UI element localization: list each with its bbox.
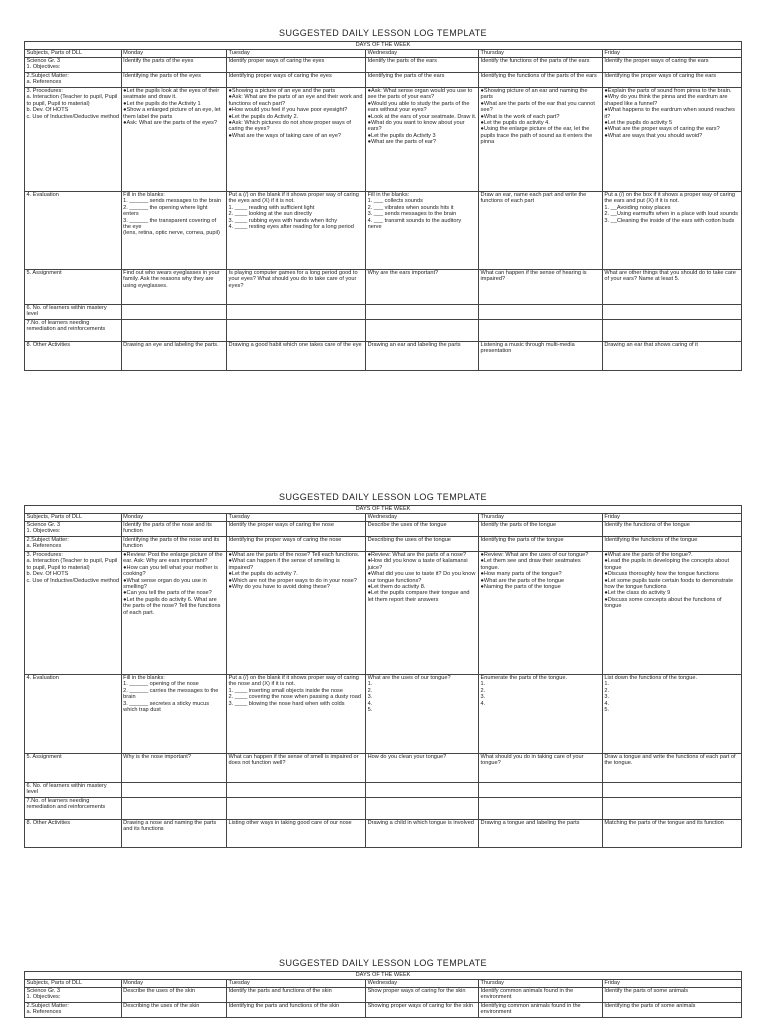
table-cell xyxy=(602,305,741,320)
lesson-log-table xyxy=(24,971,742,1018)
table-cell: Put a (/) on the blank if it shows proper way of caring the eyes and (X) if it is not. 1. ____ reading with sufficient light 2. ____ looking at the sun directly 3. ____ rubbing eyes with hands when itchy 4. ____ resting eyes after reading for a long period xyxy=(227,192,366,270)
log-title: SUGGESTED DAILY LESSON LOG TEMPLATE xyxy=(279,958,487,968)
table-cell: Identifying the proper ways of caring the nose xyxy=(227,537,366,552)
table-cell: Drawing a good habit which one takes care of the eye xyxy=(227,342,366,371)
table-cell: Drawing an ear that shows caring of it xyxy=(602,342,741,371)
table-cell: ●Showing picture of an ear and naming the parts ●What are the parts of the ear that you cannot see? ●What is the work of each part? ●Let the pupils do activity 4. ●Using the enlarge picture of the ear, let the pupils trace the path of sound as it enters the pinna xyxy=(479,88,603,192)
table-cell xyxy=(227,320,366,342)
table-cell xyxy=(121,783,226,798)
table-cell: ●Showing a picture of an eye and the parts ●Ask: What are the parts of an eye and their work and functions of each part? ●How would you feel if you have poor eyesight? ●Let the pupils do Activity 2. ●Ask: Which pictures do not show proper ways of caring the eyes? ●What are the ways of taking care of an eye? xyxy=(227,88,366,192)
table-row xyxy=(25,1003,742,1018)
days-header: DAYS OF THE WEEK xyxy=(25,42,742,50)
table-cell: Subjects, Parts of DLL xyxy=(25,50,122,58)
table-cell: 3. Procedures: a. Interaction (Teacher to pupil, Pupil to pupil, Pupil to material) b. Dev. Of HOTS c. Use of Inductive/Deductive method xyxy=(25,88,122,192)
table-cell: What are other things that you should do to take care of your ears? Name at least 5. xyxy=(602,270,741,305)
table-cell: Is playing computer games for a long period good to your eyes? What should you do to take care of your eyes? xyxy=(227,270,366,305)
table-row xyxy=(25,192,742,270)
table-cell: Draw a tongue and write the functions of each part of the tongue. xyxy=(602,754,741,783)
table-cell xyxy=(366,305,479,320)
table-cell xyxy=(479,320,603,342)
table-cell xyxy=(121,320,226,342)
log-title: SUGGESTED DAILY LESSON LOG TEMPLATE xyxy=(279,28,487,38)
table-cell: ●Review: What are the parts of a nose? ●How did you know a taste of kalamansi juice? ●What did you use to taste it? Do you know our tongue functions? ●Let them do activity 8. ●Let the pupils compare their tongue and let them report their answers xyxy=(366,552,479,675)
table-cell xyxy=(227,783,366,798)
table-cell: Wednesday xyxy=(366,514,479,522)
table-cell: ●What are the parts of the tongue?. ●Lead the pupils in developing the concepts about tongue ●Discuss thoroughly how the tongue functions ●Let some pupils taste certain foods to demonstrate how the tongue functions ●Let the class do activity 9 ●Discuss some concepts about the functions of tongue xyxy=(602,552,741,675)
table-row xyxy=(25,58,742,73)
table-cell: What should you do in taking care of your tongue? xyxy=(479,754,603,783)
table-cell: What are the uses of our tongue? 1. 2. 3. 4. 5. xyxy=(366,675,479,754)
table-cell: Friday xyxy=(602,514,741,522)
table-cell: Thursday xyxy=(479,980,603,988)
table-cell: Identify the parts of some animals xyxy=(602,988,741,1003)
table-cell: Showing proper ways of caring for the skin xyxy=(366,1003,479,1018)
table-cell: 2.Subject Matter: a. References xyxy=(25,537,122,552)
table-cell: Wednesday xyxy=(366,50,479,58)
lesson-log-3 xyxy=(24,958,742,1018)
table-row xyxy=(25,522,742,537)
table-cell: 2.Subject Matter: a. References xyxy=(25,73,122,88)
table-row xyxy=(25,988,742,1003)
table-cell: Tuesday xyxy=(227,514,366,522)
table-cell: Identify proper ways of caring the eyes xyxy=(227,58,366,73)
table-cell: Wednesday xyxy=(366,980,479,988)
table-cell: Thursday xyxy=(479,514,603,522)
table-cell: ●What are the parts of the nose? Tell each functions. ●What can happen if the sense of smelling is impaired? ●Let the pupils do activity 7. ●Which are not the proper ways to do in your nose? ●Why do you have to avoid doing these? xyxy=(227,552,366,675)
table-cell: ●Let the pupils look at the eyes of their seatmate and draw it. ●Let the pupils do the Activity 1 ●Show a enlarged picture of an eye, let them label the parts ●Ask: What are the parts of the eyes? xyxy=(121,88,226,192)
table-cell xyxy=(479,798,603,820)
table-cell: Describing the uses of the skin xyxy=(121,1003,226,1018)
table-cell: Drawing an eye and labeling the parts. xyxy=(121,342,226,371)
table-cell: Identifying the parts of the nose and its function xyxy=(121,537,226,552)
table-cell xyxy=(479,305,603,320)
table-cell: 6. No. of learners within mastery level xyxy=(25,783,122,798)
table-cell: 2.Subject Matter: a. References xyxy=(25,1003,122,1018)
table-cell: Identifying the parts of the ears xyxy=(366,73,479,88)
table-cell: Identify the functions of the tongue xyxy=(602,522,741,537)
table-cell: Fill in the blanks: 1. ___ collects sounds 2. ___ vibrates when sounds hits it 3. ___ sends messages to the brain 4. ___ transmit sounds to the auditory nerve xyxy=(366,192,479,270)
table-cell: Identify common animals found in the environment xyxy=(479,988,603,1003)
table-row xyxy=(25,675,742,754)
lesson-log-table xyxy=(24,505,742,848)
table-cell: Tuesday xyxy=(227,980,366,988)
table-cell xyxy=(602,798,741,820)
table-cell: Listening a music through multi-media presentation xyxy=(479,342,603,371)
table-cell: Fill in the blanks: 1. ______ sends messages to the brain 2. ______ the opening where light enters 3. ______ the transparent covering of the eye (lens, retina, optic nerve, cornea, pupil) xyxy=(121,192,226,270)
table-cell: Identifying the parts of the tongue xyxy=(479,537,603,552)
table-cell: Identifying the proper ways of caring the ears xyxy=(602,73,741,88)
table-cell: Drawing a nose and naming the parts and its functions xyxy=(121,820,226,848)
days-header: DAYS OF THE WEEK xyxy=(25,506,742,514)
table-row xyxy=(25,552,742,675)
table-cell: What can happen if the sense of hearing is impaired? xyxy=(479,270,603,305)
table-cell: Monday xyxy=(121,980,226,988)
table-cell: Show proper ways of caring for the skin xyxy=(366,988,479,1003)
table-row xyxy=(25,537,742,552)
table-row xyxy=(25,342,742,371)
table-cell xyxy=(121,798,226,820)
table-row xyxy=(25,270,742,305)
table-cell: Identifying the parts and functions of the skin xyxy=(227,1003,366,1018)
table-cell: Identify the proper ways of caring the ears xyxy=(602,58,741,73)
table-cell xyxy=(227,798,366,820)
table-cell: What can happen if the sense of smell is impaired or does not function well? xyxy=(227,754,366,783)
table-cell: Identify the functions of the parts of the ears xyxy=(479,58,603,73)
table-row xyxy=(25,88,742,192)
table-cell: List down the functions of the tongue. 1. 2. 3. 4. 5. xyxy=(602,675,741,754)
table-cell: Identifying proper ways of caring the eyes xyxy=(227,73,366,88)
table-cell: Why is the nose important? xyxy=(121,754,226,783)
table-cell: 8. Other Activities xyxy=(25,342,122,371)
table-cell: 7.No. of learners needing remediation and reinforcements xyxy=(25,320,122,342)
table-row xyxy=(25,305,742,320)
table-cell: ●Review: Post the enlarge picture of the ear. Ask: Why are ears important? ●How can you tell what your mother is cooking? ●What sense organ do you use in smelling? ●Can you tell the parts of the nose? ●Let the pupils do activity 6. What are the parts of the nose? Tell the functions of each part. xyxy=(121,552,226,675)
table-cell: Friday xyxy=(602,980,741,988)
table-cell: Science Gr. 3 1. Objectives: xyxy=(25,522,122,537)
table-cell: 5. Assignment xyxy=(25,754,122,783)
table-row xyxy=(25,783,742,798)
table-row xyxy=(25,73,742,88)
table-cell: Identify the parts of the ears xyxy=(366,58,479,73)
header-row xyxy=(25,980,742,988)
table-cell: Tuesday xyxy=(227,50,366,58)
table-cell: 4. Evaluation xyxy=(25,675,122,754)
table-cell: Put a (/) on the box if it shows a proper way of caring the ears and put (X) if it is not. 1. __Avoiding noisy places 2. __Using earmuffs when in a place with loud sounds 3. __Cleaning the inside of the ears with cotton buds xyxy=(602,192,741,270)
table-cell: Identify the parts and functions of the skin xyxy=(227,988,366,1003)
table-cell: Identify the parts of the tongue xyxy=(479,522,603,537)
table-row xyxy=(25,798,742,820)
table-cell xyxy=(366,798,479,820)
days-header: DAYS OF THE WEEK xyxy=(25,972,742,980)
table-cell: Enumerate the parts of the tongue. 1. 2. 3. 4. xyxy=(479,675,603,754)
table-cell: 6. No. of learners within mastery level xyxy=(25,305,122,320)
table-cell: Identifying the parts of some animals xyxy=(602,1003,741,1018)
table-cell: Describe the uses of the tongue xyxy=(366,522,479,537)
table-cell: Fill in the blanks: 1. ______ opening of the nose 2. ______ carries the messages to the brain 3. ______ secretes a sticky mucus which trap dust xyxy=(121,675,226,754)
table-cell: 3. Procedures: a. Interaction (Teacher to pupil, Pupil to pupil, Pupil to material) b. Dev. Of HOTS c. Use of Inductive/Deductive method xyxy=(25,552,122,675)
table-cell: Find out who wears eyeglasses in your family. Ask the reasons why they are using eyeglasses. xyxy=(121,270,226,305)
table-cell: How do you clean your tongue? xyxy=(366,754,479,783)
table-cell xyxy=(121,305,226,320)
table-cell xyxy=(227,305,366,320)
table-cell: Why are the ears important? xyxy=(366,270,479,305)
table-cell: Thursday xyxy=(479,50,603,58)
table-cell xyxy=(602,783,741,798)
table-cell: Listing other ways in taking good care of our nose xyxy=(227,820,366,848)
header-row xyxy=(25,514,742,522)
table-cell: Matching the parts of the tongue and its function xyxy=(602,820,741,848)
table-cell: 7.No. of learners needing remediation and reinforcements xyxy=(25,798,122,820)
table-cell: ●Explain the parts of sound from pinna to the brain. ●Why do you think the pinna and the eardrum are shaped like a funnel? ●What happens to the eardrum when sound reaches it? ●Let the pupils do activity 5 ●What are the proper ways of caring the ears? ●What are ways that you should avoid? xyxy=(602,88,741,192)
table-cell: Drawing a child in which tongue is involved xyxy=(366,820,479,848)
table-cell: Identifying common animals found in the environment xyxy=(479,1003,603,1018)
header-row xyxy=(25,50,742,58)
table-cell: Identifying the functions of the tongue xyxy=(602,537,741,552)
table-cell: Subjects, Parts of DLL xyxy=(25,980,122,988)
table-cell xyxy=(366,320,479,342)
table-cell: Drawing a tongue and labeling the parts xyxy=(479,820,603,848)
table-cell: 8. Other Activities xyxy=(25,820,122,848)
table-row xyxy=(25,754,742,783)
table-cell: Identify the proper ways of caring the nose xyxy=(227,522,366,537)
table-cell: ●Ask: What sense organ would you use to see the parts of your ears? ●Would you able to study the parts of the ears without your eyes? ●Look at the ears of your seatmate. Draw it. ●What do you want to know about your ears? ●Let the pupils do Activity 3 ●What are the parts of ear? xyxy=(366,88,479,192)
table-cell: Draw an ear, name each part and write the functions of each part xyxy=(479,192,603,270)
table-cell xyxy=(366,783,479,798)
table-cell: 4. Evaluation xyxy=(25,192,122,270)
table-cell: ●Review: What are the uses of our tongue? ●Let them see and draw their seatmates tongue. ●How many parts of the tongue? ●What are the parts of the tongue ●Naming the parts of the tongue xyxy=(479,552,603,675)
table-cell: 5. Assignment xyxy=(25,270,122,305)
table-cell: Describe the uses of the skin xyxy=(121,988,226,1003)
log-title: SUGGESTED DAILY LESSON LOG TEMPLATE xyxy=(279,492,487,502)
table-cell: Identifying the parts of the eyes xyxy=(121,73,226,88)
table-cell: Drawing an ear and labeling the parts xyxy=(366,342,479,371)
table-cell: Monday xyxy=(121,514,226,522)
table-cell: Describing the uses of the tongue xyxy=(366,537,479,552)
table-cell: Subjects, Parts of DLL xyxy=(25,514,122,522)
table-cell xyxy=(602,320,741,342)
table-row xyxy=(25,320,742,342)
table-cell: Science Gr. 3 1. Objectives: xyxy=(25,988,122,1003)
table-cell: Science Gr. 3 1. Objectives: xyxy=(25,58,122,73)
lesson-log-1 xyxy=(24,28,742,371)
table-row xyxy=(25,820,742,848)
lesson-log-2 xyxy=(24,492,742,848)
lesson-log-table xyxy=(24,41,742,371)
table-cell: Put a (/) on the blank if it shows proper way of caring the nose and (X) if it is not. 1. ____ inserting small objects inside the nose 2. ____ covering the nose when passing a dusty road 3. ____ blowing the nose hard when with colds xyxy=(227,675,366,754)
table-cell: Identify the parts of the eyes xyxy=(121,58,226,73)
table-cell: Identify the parts of the nose and its function xyxy=(121,522,226,537)
table-cell: Friday xyxy=(602,50,741,58)
table-cell: Identifying the functions of the parts of the ears xyxy=(479,73,603,88)
table-cell xyxy=(479,783,603,798)
table-cell: Monday xyxy=(121,50,226,58)
